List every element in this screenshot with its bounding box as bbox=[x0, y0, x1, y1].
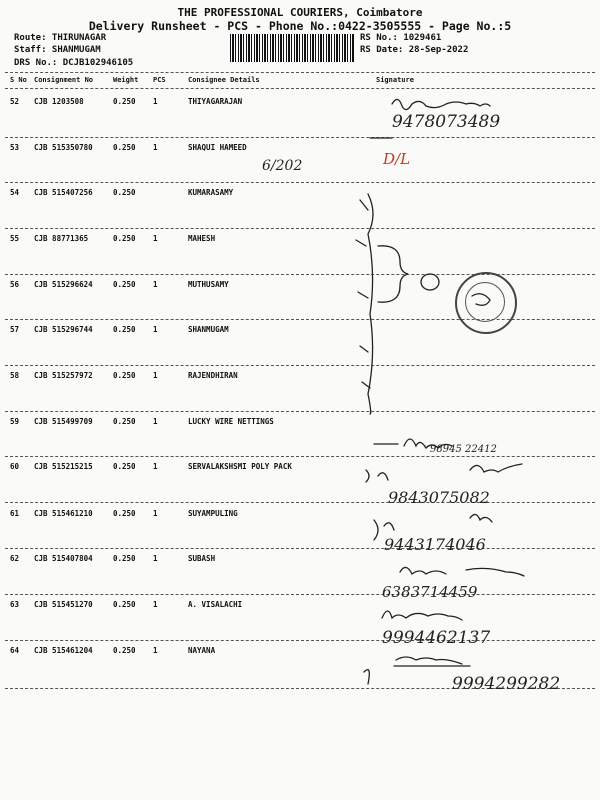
pcs-cell: 1 bbox=[153, 371, 158, 380]
consignee-cell: A. VISALACHI bbox=[188, 600, 243, 609]
weight-cell: 0.250 bbox=[113, 188, 136, 197]
pcs-cell: 1 bbox=[153, 600, 158, 609]
consignment-cell: CJB 88771365 bbox=[34, 234, 89, 243]
handwritten-phone: 9994299282 bbox=[452, 674, 561, 694]
consignee-cell: SERVALAKSHSMI POLY PACK bbox=[188, 462, 292, 471]
sno-cell: 54 bbox=[10, 188, 20, 197]
weight-cell: 0.250 bbox=[113, 280, 136, 289]
sno-cell: 59 bbox=[10, 417, 20, 426]
consignment-cell: CJB 515407804 bbox=[34, 554, 93, 563]
weight-cell: 0.250 bbox=[113, 462, 136, 471]
staff-label: Staff: SHANMUGAM bbox=[14, 45, 101, 55]
sno-cell: 63 bbox=[10, 600, 20, 609]
consignment-cell: CJB 515296624 bbox=[34, 280, 93, 289]
sno-cell: 53 bbox=[10, 143, 20, 152]
table-row bbox=[0, 503, 600, 548]
table-row bbox=[0, 319, 600, 364]
consignee-cell: KUMARASAMY bbox=[188, 188, 234, 197]
pcs-cell: 1 bbox=[153, 509, 158, 518]
consignment-cell: CJB 515499709 bbox=[34, 417, 93, 426]
barcode-image bbox=[230, 34, 354, 62]
sno-cell: 55 bbox=[10, 234, 20, 243]
rs-number: RS No.: 1029461 bbox=[360, 33, 442, 43]
consignee-cell: SHAQUI HAMEED bbox=[188, 143, 247, 152]
pcs-cell: 1 bbox=[153, 234, 158, 243]
table-row bbox=[0, 228, 600, 273]
consignment-cell: CJB 515215215 bbox=[34, 462, 93, 471]
rs-date: RS Date: 28-Sep-2022 bbox=[360, 45, 469, 55]
handwritten-dl-mark: D/L bbox=[383, 150, 411, 168]
table-row bbox=[0, 456, 600, 501]
weight-cell: 0.250 bbox=[113, 97, 136, 106]
sno-cell: 60 bbox=[10, 462, 20, 471]
pcs-cell: 1 bbox=[153, 143, 158, 152]
handwritten-phone: 9994462137 bbox=[382, 628, 491, 648]
table-row bbox=[0, 365, 600, 410]
header-divider-top bbox=[5, 72, 595, 73]
pcs-cell: 1 bbox=[153, 554, 158, 563]
weight-cell: 0.250 bbox=[113, 143, 136, 152]
consignee-cell: RAJENDHIRAN bbox=[188, 371, 238, 380]
weight-cell: 0.250 bbox=[113, 325, 136, 334]
route-label: Route: THIRUNAGAR bbox=[14, 33, 107, 43]
handwritten-phone: 6383714459 bbox=[382, 583, 478, 601]
consignment-cell: CJB 515461210 bbox=[34, 509, 93, 518]
consignment-cell: CJB 515451270 bbox=[34, 600, 93, 609]
sno-cell: 58 bbox=[10, 371, 20, 380]
consignment-cell: CJB 515257972 bbox=[34, 371, 93, 380]
handwritten-phone: 9443174046 bbox=[384, 535, 486, 554]
consignment-cell: CJB 515350780 bbox=[34, 143, 93, 152]
pcs-cell: 1 bbox=[153, 325, 158, 334]
col-header-weight: Weight bbox=[113, 76, 139, 84]
consignment-cell: CJB 515407256 bbox=[34, 188, 93, 197]
consignment-cell: CJB 1203508 bbox=[34, 97, 84, 106]
drs-label: DRS No.: DCJB102946105 bbox=[14, 58, 134, 68]
pcs-cell: 1 bbox=[153, 280, 158, 289]
table-row bbox=[0, 91, 600, 136]
handwritten-phone: 9843075082 bbox=[388, 488, 490, 507]
weight-cell: 0.250 bbox=[113, 509, 136, 518]
consignment-cell: CJB 515296744 bbox=[34, 325, 93, 334]
table-row bbox=[0, 182, 600, 227]
consignee-cell: SUYAMPULING bbox=[188, 509, 238, 518]
sno-cell: 64 bbox=[10, 646, 20, 655]
table-row bbox=[0, 411, 600, 456]
pcs-cell: 1 bbox=[153, 462, 158, 471]
consignee-cell: LUCKY WIRE NETTINGS bbox=[188, 417, 274, 426]
weight-cell: 0.250 bbox=[113, 234, 136, 243]
weight-cell: 0.250 bbox=[113, 417, 136, 426]
document-subtitle: Delivery Runsheet - PCS - Phone No.:0422-3505555 - Page No.:5 bbox=[88, 19, 512, 33]
weight-cell: 0.250 bbox=[113, 646, 136, 655]
consignee-cell: SHANMUGAM bbox=[188, 325, 229, 334]
col-header-consignee: Consignee Details bbox=[188, 76, 260, 84]
weight-cell: 0.250 bbox=[113, 554, 136, 563]
consignee-cell: SUBASH bbox=[188, 554, 216, 563]
handwritten-note: 6/202 bbox=[262, 158, 303, 174]
col-header-signature: Signature bbox=[376, 76, 414, 84]
consignee-cell: NAYANA bbox=[188, 646, 216, 655]
col-header-sno: S No bbox=[10, 76, 27, 84]
col-header-consignment: Consignment No bbox=[34, 76, 94, 84]
consignee-cell: MAHESH bbox=[188, 234, 216, 243]
header-divider-bottom bbox=[5, 88, 595, 89]
weight-cell: 0.250 bbox=[113, 600, 136, 609]
sno-cell: 61 bbox=[10, 509, 20, 518]
sno-cell: 57 bbox=[10, 325, 20, 334]
sno-cell: 62 bbox=[10, 554, 20, 563]
sno-cell: 56 bbox=[10, 280, 20, 289]
table-row bbox=[0, 594, 600, 639]
handwritten-phone: 9478073489 bbox=[392, 112, 501, 132]
document-title: THE PROFESSIONAL COURIERS, Coimbatore bbox=[177, 6, 423, 19]
consignee-cell: MUTHUSAMY bbox=[188, 280, 229, 289]
col-header-pcs: PCS bbox=[153, 76, 166, 84]
weight-cell: 0.250 bbox=[113, 371, 136, 380]
handwritten-phone: 98945 22412 bbox=[430, 444, 497, 455]
pcs-cell: 1 bbox=[153, 97, 158, 106]
pcs-cell: 1 bbox=[153, 646, 158, 655]
pcs-cell: 1 bbox=[153, 417, 158, 426]
sno-cell: 52 bbox=[10, 97, 20, 106]
consignee-cell: THIYAGARAJAN bbox=[188, 97, 243, 106]
consignment-cell: CJB 515461204 bbox=[34, 646, 93, 655]
stamp-seal bbox=[455, 272, 517, 334]
table-row bbox=[0, 548, 600, 593]
